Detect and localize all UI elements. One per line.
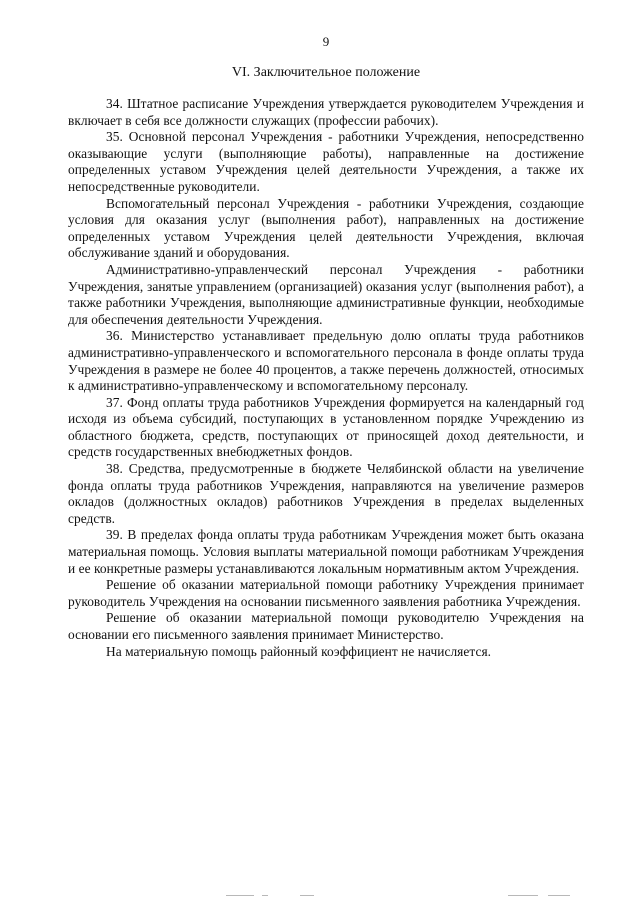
paragraph-34: 34. Штатное расписание Учреждения утверждается руководителем Учреждения и включает в себя все должности служащих (профессии рабочих). xyxy=(68,96,584,128)
scan-mark xyxy=(226,895,254,896)
scan-footer-marks xyxy=(0,893,640,899)
paragraph-35: 35. Основной персонал Учреждения - работники Учреждения, непосредственно оказывающие услуги (выполняющие работы), направленные на достижение определенных уставом Учреждения целей деятельности Учреждения, а также их непосредственные руководители. xyxy=(68,129,584,194)
paragraph-admin-staff: Административно-управленческий персонал Учреждения - работники Учреждения, занятые управлением (организацией) оказания услуг (выполнения работ), а также работники Учреждения, выполняющие административные функции, необходимые для обеспечения деятельности Учреждения. xyxy=(68,261,584,327)
paragraph-36: 36. Министерство устанавливает предельную долю оплаты труда работников административно-управленческого и вспомогательного персонала в фонде оплаты труда Учреждения в размере не более 40 процентов, а также перечень должностей, относимых к административно-управленческому и вспомогательному персоналу. xyxy=(68,328,584,394)
paragraph-aid-director: Решение об оказании материальной помощи руководителю Учреждения на основании его письменного заявления принимает Министерство. xyxy=(68,610,584,642)
section-title: VI. Заключительное положение xyxy=(231,65,421,80)
paragraph-aid-employee: Решение об оказании материальной помощи работнику Учреждения принимает руководитель Учреждения на основании письменного заявления работника Учреждения. xyxy=(68,577,584,609)
paragraph-39: 39. В пределах фонда оплаты труда работникам Учреждения может быть оказана материальная помощь. Условия выплаты материальной помощи работникам Учреждения и ее конкретные размеры устанавливаются локальным нормативным актом Учреждения. xyxy=(68,527,584,576)
scan-mark xyxy=(262,895,268,896)
paragraph-support-staff: Вспомогательный персонал Учреждения - работники Учреждения, создающие условия для оказания услуг (выполнения работ), направленных на достижение определенных уставом Учреждения целей деятельности Учреждения, включая обслуживание зданий и оборудования. xyxy=(68,195,584,261)
scan-mark xyxy=(508,895,538,896)
paragraph-regional-coefficient: На материальную помощь районный коэффициент не начисляется. xyxy=(106,643,492,659)
scan-mark xyxy=(548,895,570,896)
paragraph-37: 37. Фонд оплаты труда работников Учреждения формируется на календарный год исходя из объема субсидий, поступающих в установленном порядке Учреждению из областного бюджета, средств, поступающих от приносящей доход деятельности, и средств государственных внебюджетных фондов. xyxy=(68,394,584,460)
scan-mark xyxy=(300,895,314,896)
document-page xyxy=(68,34,584,660)
page-number: 9 xyxy=(322,34,330,49)
paragraph-38: 38. Средства, предусмотренные в бюджете Челябинской области на увеличение фонда оплаты труда работников Учреждения, направляются на увеличение размеров окладов (должностных окладов) работников Учреждения в пределах выделенных средств. xyxy=(68,461,584,526)
